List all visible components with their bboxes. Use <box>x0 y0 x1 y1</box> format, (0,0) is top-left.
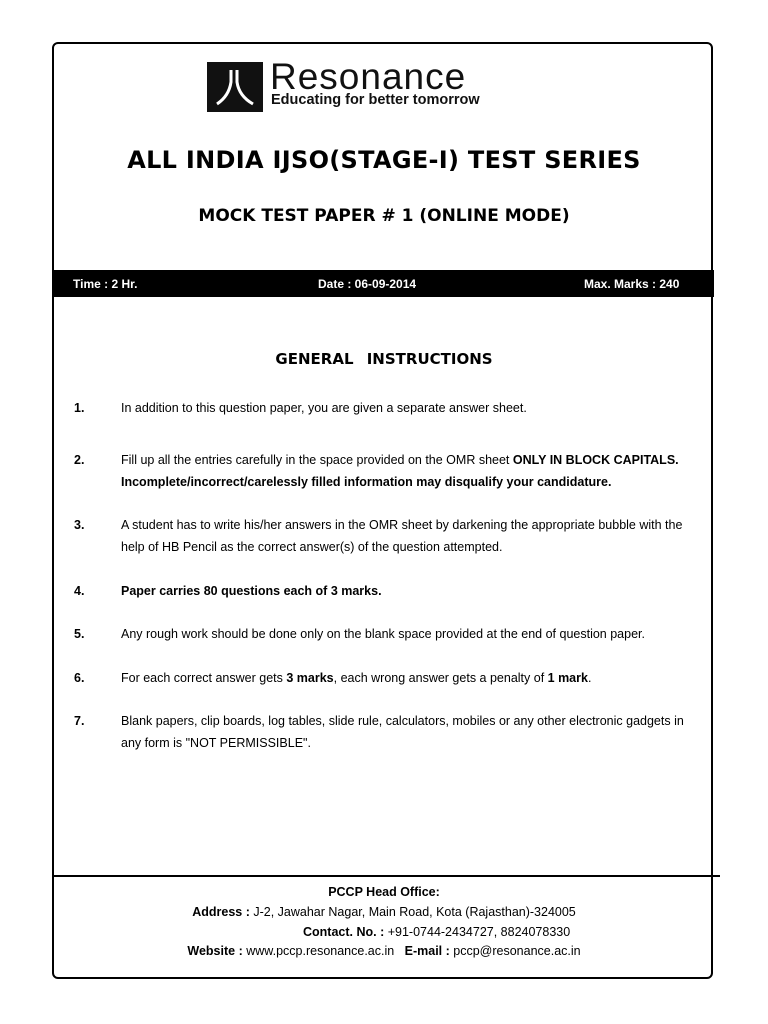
address-value: J-2, Jawahar Nagar, Main Road, Kota (Rajasthan)-324005 <box>249 905 576 919</box>
instruction-line: Fill up all the entries carefully in the space provided on the OMR sheet <box>121 453 513 467</box>
logo-tagline: Educating for better tomorrow <box>271 92 480 108</box>
website-link[interactable]: www.pccp.resonance.ac.in <box>242 944 405 958</box>
page-border <box>52 42 713 979</box>
instruction-number: 6. <box>74 671 85 685</box>
footer-web <box>0 944 768 958</box>
instruction-text <box>121 667 701 689</box>
instruction-line: help of HB Pencil as the correct answer(s) of the question attempted. <box>121 540 503 554</box>
instruction-number: 1. <box>74 401 85 415</box>
instruction-emphasis: Incomplete/incorrect/carelessly filled information may disqualify your candidature. <box>121 475 612 489</box>
instruction-emphasis: Paper carries 80 questions each of 3 marks. <box>121 584 382 598</box>
footer-contact <box>0 925 768 939</box>
footer-divider <box>52 875 720 877</box>
time-info: Time : 2 Hr. <box>73 277 138 291</box>
logo-name: Resonance <box>270 56 467 97</box>
instruction-emphasis: 1 mark <box>547 671 588 685</box>
instruction-number: 4. <box>74 584 85 598</box>
email-label: E-mail : <box>404 944 450 958</box>
contact-value: +91-0744-2434727, 8824078330 <box>384 925 571 939</box>
instruction-number: 7. <box>74 714 85 728</box>
instruction-text <box>121 580 701 602</box>
instruction-emphasis: ONLY IN BLOCK CAPITALS. <box>512 453 679 467</box>
info-bar <box>54 270 714 297</box>
footer-office <box>0 885 768 899</box>
instruction-text <box>121 623 701 645</box>
instructions-heading: GENERAL INSTRUCTIONS <box>275 350 493 368</box>
date-info: Date : 06-09-2014 <box>318 277 417 291</box>
instruction-number: 3. <box>74 518 85 532</box>
page-title: ALL INDIA IJSO(STAGE-I) TEST SERIES <box>127 146 641 174</box>
instruction-line: For each correct answer gets <box>121 671 287 685</box>
instruction-emphasis: 3 marks <box>286 671 334 685</box>
contact-label: Contact. No. : <box>303 925 385 939</box>
instruction-text <box>121 710 701 754</box>
address-label: Address : <box>192 905 250 919</box>
footer-address <box>0 905 768 919</box>
email-link[interactable]: pccp@resonance.ac.in <box>449 944 581 958</box>
instruction-line: In addition to this question paper, you are given a separate answer sheet. <box>121 401 527 415</box>
instruction-line: . <box>587 671 592 685</box>
resonance-logo-icon <box>207 62 263 112</box>
instruction-text <box>121 397 701 419</box>
instruction-number: 2. <box>74 453 85 467</box>
instruction-text <box>121 514 701 558</box>
instruction-line: any form is "NOT PERMISSIBLE". <box>121 736 311 750</box>
instruction-line: Any rough work should be done only on the blank space provided at the end of question paper. <box>121 627 645 641</box>
max-marks-info: Max. Marks : 240 <box>584 277 680 291</box>
footer-office-label: PCCP Head Office: <box>328 885 440 899</box>
instruction-number: 5. <box>74 627 85 641</box>
resonance-logo <box>207 56 507 112</box>
page-subtitle: MOCK TEST PAPER # 1 (ONLINE MODE) <box>198 206 570 226</box>
instruction-line: A student has to write his/her answers in the OMR sheet by darkening the appropriate bubble with the <box>121 518 683 532</box>
instruction-line: , each wrong answer gets a penalty of <box>333 671 548 685</box>
website-label: Website : <box>187 944 243 958</box>
instruction-line: Blank papers, clip boards, log tables, slide rule, calculators, mobiles or any other electronic gadgets in <box>121 714 684 728</box>
instruction-text <box>121 449 701 493</box>
